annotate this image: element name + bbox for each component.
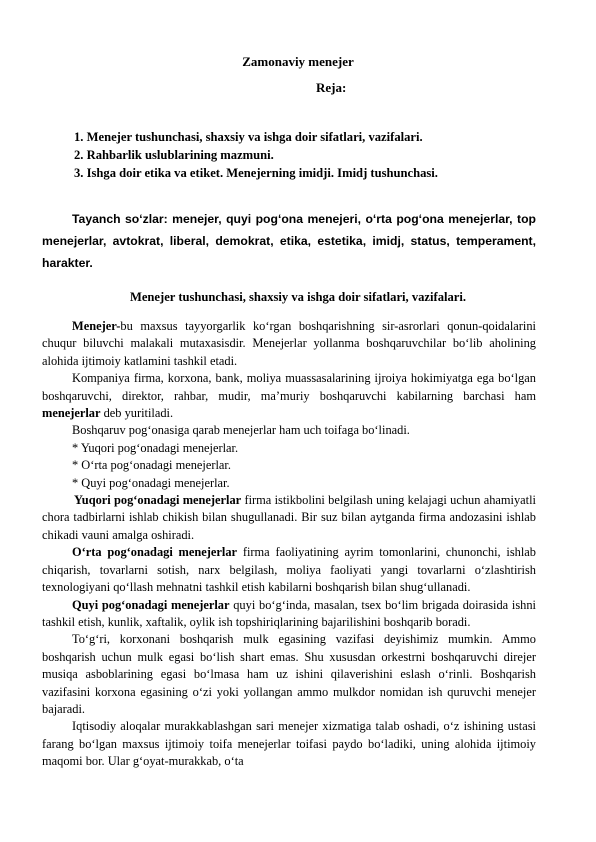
paragraph-1: Menejer-bu maxsus tayyorgarlik ko‘rgan boshqarishning sir-asrorlari qonun-qoidalarini chuqur biluvchi malakali mutaxasisdir. Menejerlar yollanma boshqaruvchilar bo‘lib aholining alohida ijtimoiy katlamini tashkil etadi. bbox=[42, 319, 536, 368]
plan-item-3: 3. Ishga doir etika va etiket. Menejerning imidji. Imidj tushunchasi. bbox=[74, 166, 438, 180]
paragraph-7: To‘g‘ri, korxonani boshqarish mulk egasining vazifasi deyishimiz mumkin. Ammo boshqarish uchun mulk egasi bo‘lish shart emas. Shu xususdan orkestrni boshqaruvchi direjer musiqa asboblarining egasi bo‘lmasa ham uz ishini qilaverishini eslash o‘rinli. Boshqarish vazifasini korxona egasining o‘zi yoki yollangan ammo mulkdor nomidan ish quruvchi menejer bajaradi. bbox=[42, 632, 536, 716]
paragraph-6: Quyi pog‘onadagi menejerlar quyi bo‘g‘inda, masalan, tsex bo‘lim brigada doirasida ishni tashkil etish, kunlik, xaftalik, oylik ish topshiriqlarining bajarilishini boshqarib boradi. bbox=[42, 597, 536, 629]
section-title: Menejer tushunchasi, shaxsiy va ishga doir sifatlari, vazifalari. bbox=[129, 290, 467, 304]
body-text bbox=[42, 318, 536, 771]
term-menejerlar: menejerlar bbox=[42, 406, 101, 421]
term-menejer: Menejer- bbox=[72, 319, 121, 333]
term-yuqori: Yuqori pog‘onadagi menejerlar bbox=[74, 493, 242, 508]
term-quyi: Quyi pog‘onadagi menejerlar bbox=[72, 597, 230, 612]
term-orta: O‘rta pog‘onadagi menejerlar bbox=[72, 545, 238, 560]
plan-item-2: 2. Rahbarlik uslublarining mazmuni. bbox=[74, 148, 274, 162]
paragraph-5: O‘rta pog‘onadagi menejerlar firma faoliyatining ayrim tomonlarini, chunonchi, ishlab chiqarish, tovarlarni sotish, narx belgilash, moliya faoliyati yangi tovarlarni o‘zlashtirish texnologiyani qo‘llash mehnatni tashkil etish kabilarni boshqarish bilan shug‘ullanadi. bbox=[42, 545, 537, 595]
keywords-paragraph: Tayanch so‘zlar: menejer, quyi pog‘ona menejeri, o‘rta pog‘ona menejerlar, top menejerlar, avtokrat, liberal, demokrat, etika, estetika, imidj, status, temperament, harakter. bbox=[42, 212, 536, 270]
plan-heading: Reja: bbox=[316, 80, 347, 95]
list-item: * Yuqori pog‘onadagi menejerlar. bbox=[72, 440, 239, 455]
paragraph-3: Boshqaruv pog‘onasiga qarab menejerlar ham uch toifaga bo‘linadi. bbox=[72, 423, 410, 438]
list-item: * Quyi pog‘onadagi menejerlar. bbox=[72, 475, 230, 490]
plan-list bbox=[74, 128, 438, 182]
paragraph-4: Yuqori pog‘onadagi menejerlar firma istikbolini belgilash uning kelajagi uchun ahamiyatli chora tadbirlarni ishlab chikish bilan shugullanadi. Bir suz bilan aytganda firma andozasini ishlab chikadi vauni amalga oshiradi. bbox=[42, 493, 536, 542]
plan-item-1: 1. Menejer tushunchasi, shaxsiy va ishga doir sifatlari, vazifalari. bbox=[74, 130, 423, 144]
paragraph-2: Kompaniya firma, korxona, bank, moliya muassasalarining ijroiya hokimiyatga ega bo‘lgan boshqaruvchi, direktor, rahbar, mudir, ma’muriy boshqaruvchi kabilarning barchasi ham menejerlar deb yuritiladi. bbox=[42, 371, 536, 421]
list-item: * O‘rta pog‘onadagi menejerlar. bbox=[72, 458, 231, 473]
document-title: Zamonaviy menejer bbox=[242, 54, 354, 69]
paragraph-8: Iqtisodiy aloqalar murakkablashgan sari menejer xizmatiga talab oshadi, o‘z ishining ustasi farang bo‘lgan maxsus ijtimoiy toifa menejerlar toifasi paydo bo‘ladiki, uning alohida ijtimoiy maqomi bor. Ular g‘oyat-murakkab, o‘ta bbox=[42, 719, 536, 769]
